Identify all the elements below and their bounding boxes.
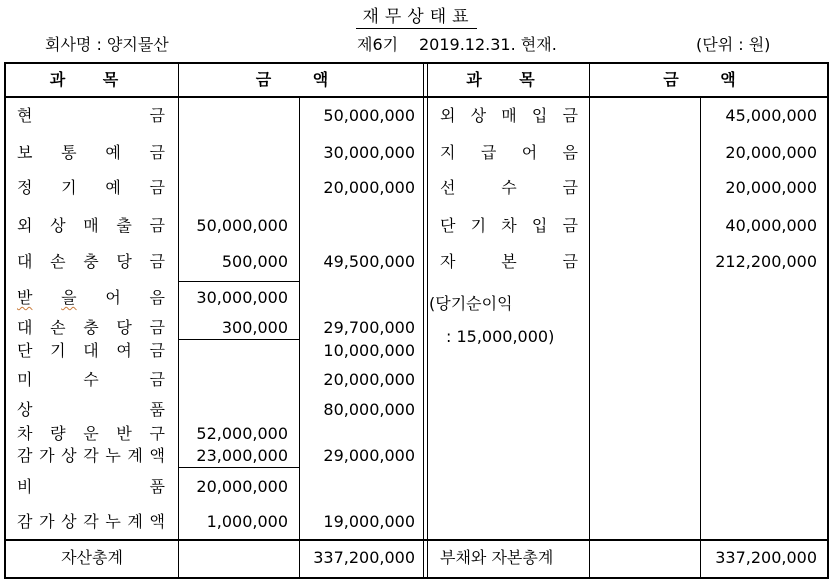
liability-name: 자 본 금 [440,252,578,271]
liability-name: 지 급 어 음 [440,143,578,162]
center-line-a [423,62,424,579]
asset-outer-amount: 29,000,000 [323,446,415,465]
asset-name: 정 기 예 금 [17,178,165,197]
header-subject-left: 과 목 [49,70,135,89]
asset-inner-amount: 500,000 [221,252,288,271]
net-income-note: (당기순이익 [429,294,513,313]
company-name: 회사명 : 양지물산 [45,35,169,54]
liability-amount: 20,000,000 [725,143,817,162]
asset-inner-amount: 1,000,000 [206,512,288,531]
asset-outer-amount: 20,000,000 [323,370,415,389]
asset-inner-amount: 300,000 [221,318,288,337]
asset-outer-amount: 29,700,000 [323,318,415,337]
center-line-b [427,62,428,579]
assets-total-label: 자산총계 [61,548,123,567]
asset-inner-amount: 20,000,000 [196,477,288,496]
subtotal-line-2 [178,339,300,340]
table-top-border [4,62,829,64]
asset-outer-amount: 49,500,000 [323,252,415,271]
subtotal-line-1 [178,281,300,282]
liab-total-amount: 337,200,000 [715,548,817,567]
table-left-border [4,62,6,579]
asset-name: 대 손 충 당 금 [17,252,165,271]
table-right-border [827,62,829,579]
table-bottom-border [4,577,829,579]
liability-amount: 45,000,000 [725,106,817,125]
asset-name: 받 을 어 음 [17,288,165,307]
liability-amount: 40,000,000 [725,216,817,235]
header-amount-left: 금 액 [255,70,347,89]
asset-inner-amount: 23,000,000 [196,446,288,465]
asset-outer-amount: 20,000,000 [323,178,415,197]
asset-outer-amount: 50,000,000 [323,106,415,125]
assets-total-amount: 337,200,000 [313,548,415,567]
asset-name: 대 손 충 당 금 [17,318,165,337]
asset-outer-amount: 30,000,000 [323,143,415,162]
asset-outer-amount: 19,000,000 [323,512,415,531]
asset-name: 상 품 [17,400,165,419]
asset-outer-amount: 10,000,000 [323,341,415,360]
asset-inner-amount: 52,000,000 [196,424,288,443]
header-amount-right: 금 액 [663,70,754,89]
asset-name: 비 품 [17,477,165,496]
liab-total-label: 부채와 자본총계 [440,548,554,567]
statement-date: 2019.12.31. 현재. [419,35,557,54]
header-divider [4,96,829,98]
asset-name: 보 통 예 금 [17,143,165,162]
col-line-4 [700,96,701,579]
liability-name: 단 기 차 입 금 [440,216,578,235]
net-income-amount: : 15,000,000) [446,327,555,346]
asset-name: 현 금 [17,106,165,125]
asset-name: 미 수 금 [17,370,165,389]
col-line-1 [178,62,179,579]
liability-name: 외 상 매 입 금 [440,106,578,125]
liability-name: 선 수 금 [440,178,578,197]
totals-divider [4,539,829,541]
fiscal-period: 제6기 [357,35,399,54]
liability-amount: 212,200,000 [715,252,817,271]
asset-name: 차 량 운 반 구 [17,424,165,443]
subtotal-line-3 [178,467,300,468]
asset-outer-amount: 80,000,000 [323,400,415,419]
asset-name: 감 가 상 각 누 계 액 [17,446,165,465]
asset-name: 단 기 대 여 금 [17,341,165,360]
statement-title: 재무상태표 [0,2,833,27]
asset-inner-amount: 50,000,000 [196,216,288,235]
liability-amount: 20,000,000 [725,178,817,197]
col-line-3 [589,62,590,579]
header-subject-right: 과 목 [466,70,551,89]
asset-name: 외 상 매 출 금 [17,216,165,235]
asset-inner-amount: 30,000,000 [196,288,288,307]
asset-name: 감 가 상 각 누 계 액 [17,512,165,531]
unit-label: (단위 : 원) [696,35,771,54]
